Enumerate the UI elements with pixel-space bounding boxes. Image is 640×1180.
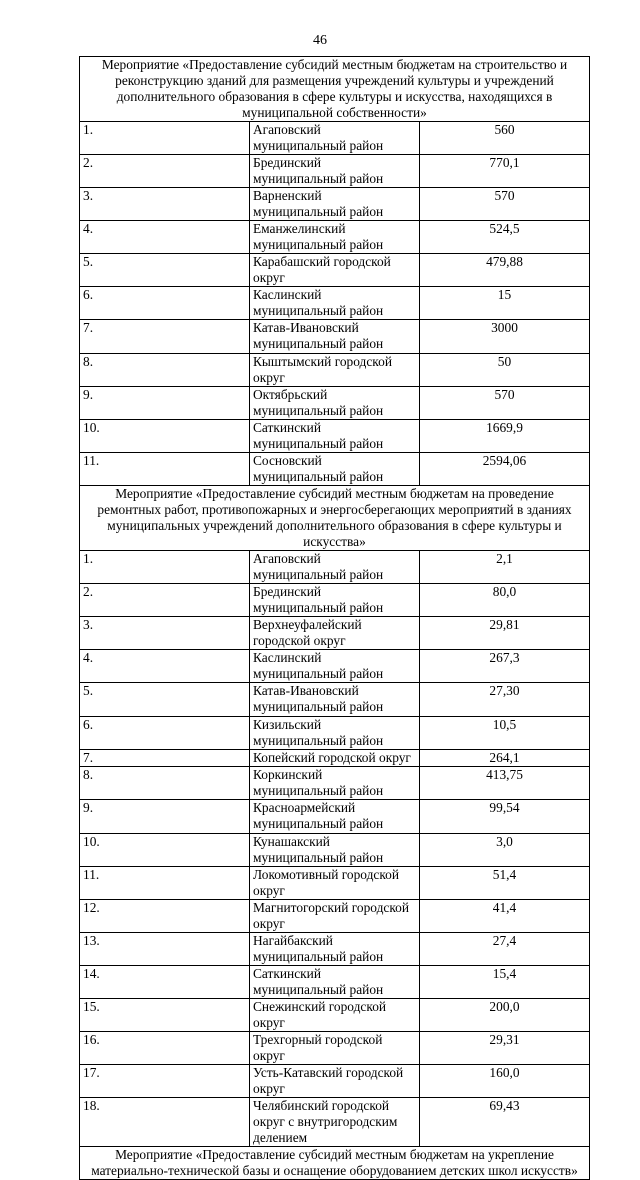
- municipality-name: Челябинский городской округ с внутригородским делением: [250, 1098, 420, 1147]
- table-row: [80, 320, 590, 354]
- subsidy-amount: 29,31: [420, 1032, 590, 1065]
- table-row: [80, 551, 590, 584]
- row-number: 10.: [80, 420, 250, 453]
- table-row: [80, 155, 590, 188]
- table-row: [80, 287, 590, 320]
- subsidy-amount: 27,4: [420, 933, 590, 966]
- row-number: 17.: [80, 1065, 250, 1098]
- municipality-name: Каслинский муниципальный район: [250, 287, 420, 320]
- table-row: [80, 254, 590, 287]
- table-row: [80, 834, 590, 867]
- municipality-name: Саткинский муниципальный район: [250, 966, 420, 999]
- table-row: [80, 800, 590, 834]
- row-number: 16.: [80, 1032, 250, 1065]
- table-row: [80, 188, 590, 221]
- subsidy-amount: 69,43: [420, 1098, 590, 1147]
- table-row: [80, 717, 590, 750]
- subsidy-amount: 524,5: [420, 221, 590, 254]
- table-row: [80, 617, 590, 650]
- row-number: 3.: [80, 617, 250, 650]
- section-heading-row: [80, 57, 590, 122]
- row-number: 15.: [80, 999, 250, 1032]
- row-number: 4.: [80, 650, 250, 683]
- subsidy-amount: 267,3: [420, 650, 590, 683]
- subsidy-amount: 160,0: [420, 1065, 590, 1098]
- subsidy-amount: 10,5: [420, 717, 590, 750]
- row-number: 10.: [80, 834, 250, 867]
- section-heading-row: [80, 1147, 590, 1180]
- table-row: [80, 767, 590, 800]
- subsidy-table: [79, 56, 590, 1180]
- section-heading: Мероприятие «Предоставление субсидий местным бюджетам на укрепление материально-технической базы и оснащение оборудованием детских школ искусств»: [80, 1147, 590, 1180]
- table-row: [80, 354, 590, 387]
- row-number: 2.: [80, 155, 250, 188]
- page-number: 46: [313, 33, 327, 48]
- subsidy-amount: 560: [420, 122, 590, 155]
- table-row: [80, 683, 590, 717]
- subsidy-amount: 570: [420, 188, 590, 221]
- table-row: [80, 999, 590, 1032]
- subsidy-amount: 99,54: [420, 800, 590, 834]
- subsidy-amount: 27,30: [420, 683, 590, 717]
- row-number: 5.: [80, 683, 250, 717]
- row-number: 7.: [80, 750, 250, 767]
- row-number: 13.: [80, 933, 250, 966]
- municipality-name: Каслинский муниципальный район: [250, 650, 420, 683]
- row-number: 2.: [80, 584, 250, 617]
- municipality-name: Октябрьский муниципальный район: [250, 387, 420, 420]
- table-row: [80, 221, 590, 254]
- subsidy-amount: 80,0: [420, 584, 590, 617]
- table-row: [80, 1098, 590, 1147]
- municipality-name: Кыштымский городской округ: [250, 354, 420, 387]
- table-row: [80, 420, 590, 453]
- table-row: [80, 900, 590, 933]
- row-number: 9.: [80, 387, 250, 420]
- subsidy-amount: 3,0: [420, 834, 590, 867]
- municipality-name: Верхнеуфалейский городской округ: [250, 617, 420, 650]
- subsidy-amount: 51,4: [420, 867, 590, 900]
- subsidy-amount: 264,1: [420, 750, 590, 767]
- subsidy-amount: 50: [420, 354, 590, 387]
- table-row: [80, 750, 590, 767]
- subsidy-amount: 479,88: [420, 254, 590, 287]
- table-row: [80, 933, 590, 966]
- row-number: 7.: [80, 320, 250, 354]
- municipality-name: Варненский муниципальный район: [250, 188, 420, 221]
- municipality-name: Усть-Катавский городской округ: [250, 1065, 420, 1098]
- row-number: 11.: [80, 867, 250, 900]
- municipality-name: Агаповский муниципальный район: [250, 551, 420, 584]
- subsidy-amount: 2,1: [420, 551, 590, 584]
- municipality-name: Локомотивный городской округ: [250, 867, 420, 900]
- subsidy-amount: 2594,06: [420, 453, 590, 486]
- subsidy-amount: 29,81: [420, 617, 590, 650]
- municipality-name: Копейский городской округ: [250, 750, 420, 767]
- subsidy-amount: 15,4: [420, 966, 590, 999]
- subsidy-amount: 770,1: [420, 155, 590, 188]
- row-number: 11.: [80, 453, 250, 486]
- row-number: 1.: [80, 122, 250, 155]
- municipality-name: Саткинский муниципальный район: [250, 420, 420, 453]
- row-number: 12.: [80, 900, 250, 933]
- municipality-name: Красноармейский муниципальный район: [250, 800, 420, 834]
- section-heading: Мероприятие «Предоставление субсидий местным бюджетам на строительство и реконструкцию зданий для размещения учреждений культуры и учреждений дополнительного образования в сфере культуры и искусства, находящихся в муниципальной собственности»: [80, 57, 590, 122]
- municipality-name: Магнитогорский городской округ: [250, 900, 420, 933]
- municipality-name: Брединский муниципальный район: [250, 155, 420, 188]
- table-row: [80, 1032, 590, 1065]
- table-row: [80, 966, 590, 999]
- municipality-name: Нагайбакский муниципальный район: [250, 933, 420, 966]
- subsidy-amount: 41,4: [420, 900, 590, 933]
- row-number: 9.: [80, 800, 250, 834]
- table-row: [80, 122, 590, 155]
- municipality-name: Карабашский городской округ: [250, 254, 420, 287]
- section-heading-row: [80, 486, 590, 551]
- row-number: 14.: [80, 966, 250, 999]
- table-row: [80, 453, 590, 486]
- subsidy-amount: 413,75: [420, 767, 590, 800]
- row-number: 1.: [80, 551, 250, 584]
- table-row: [80, 867, 590, 900]
- municipality-name: Трехгорный городской округ: [250, 1032, 420, 1065]
- row-number: 6.: [80, 287, 250, 320]
- subsidy-table-body: [80, 57, 590, 1180]
- municipality-name: Коркинский муниципальный район: [250, 767, 420, 800]
- municipality-name: Кизильский муниципальный район: [250, 717, 420, 750]
- row-number: 8.: [80, 767, 250, 800]
- table-row: [80, 650, 590, 683]
- subsidy-amount: 570: [420, 387, 590, 420]
- subsidy-amount: 200,0: [420, 999, 590, 1032]
- row-number: 5.: [80, 254, 250, 287]
- municipality-name: Сосновский муниципальный район: [250, 453, 420, 486]
- table-row: [80, 584, 590, 617]
- row-number: 4.: [80, 221, 250, 254]
- row-number: 18.: [80, 1098, 250, 1147]
- row-number: 8.: [80, 354, 250, 387]
- municipality-name: Брединский муниципальный район: [250, 584, 420, 617]
- subsidy-amount: 3000: [420, 320, 590, 354]
- municipality-name: Катав-Ивановский муниципальный район: [250, 320, 420, 354]
- municipality-name: Снежинский городской округ: [250, 999, 420, 1032]
- municipality-name: Агаповский муниципальный район: [250, 122, 420, 155]
- row-number: 3.: [80, 188, 250, 221]
- municipality-name: Еманжелинский муниципальный район: [250, 221, 420, 254]
- section-heading: Мероприятие «Предоставление субсидий местным бюджетам на проведение ремонтных работ, противопожарных и энергосберегающих мероприятий в зданиях муниципальных учреждений дополнительного образования в сфере культуры и искусства»: [80, 486, 590, 551]
- table-row: [80, 1065, 590, 1098]
- row-number: 6.: [80, 717, 250, 750]
- municipality-name: Кунашакский муниципальный район: [250, 834, 420, 867]
- subsidy-amount: 1669,9: [420, 420, 590, 453]
- subsidy-amount: 15: [420, 287, 590, 320]
- table-row: [80, 387, 590, 420]
- municipality-name: Катав-Ивановский муниципальный район: [250, 683, 420, 717]
